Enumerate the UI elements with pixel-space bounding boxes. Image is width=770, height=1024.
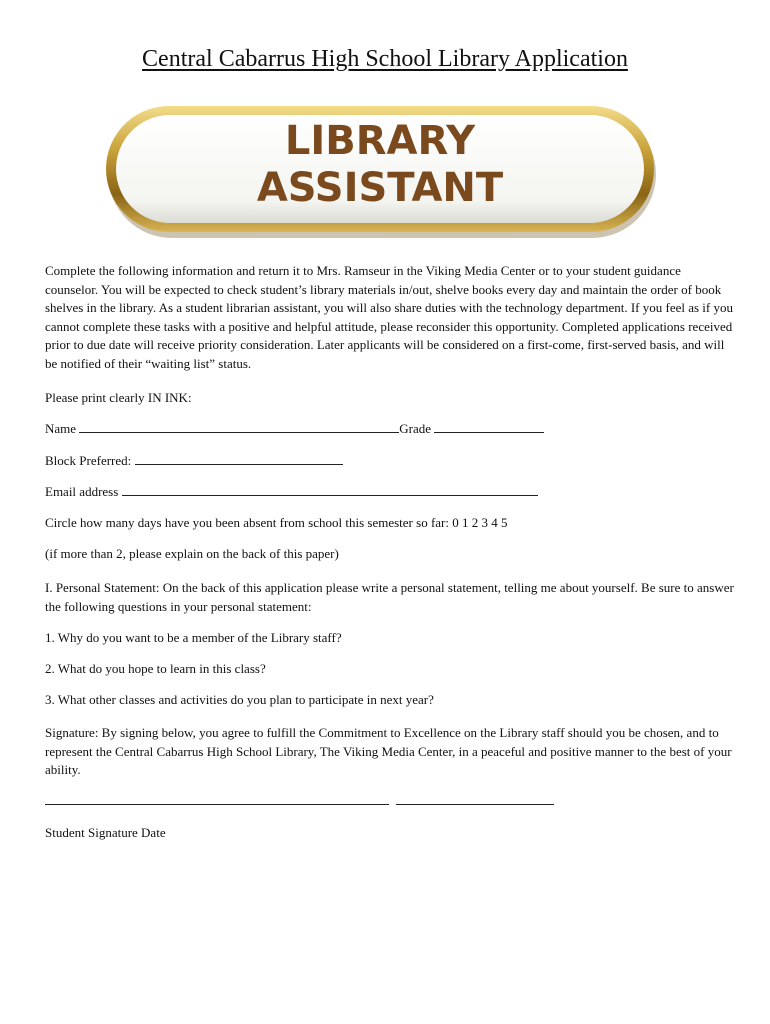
grade-label: Grade <box>399 421 432 436</box>
email-label: Email address <box>45 484 119 499</box>
badge-line1: LIBRARY <box>284 118 476 164</box>
signature-caption: Student Signature Date <box>45 825 166 840</box>
name-label: Name <box>45 421 77 436</box>
date-field[interactable] <box>396 793 554 805</box>
absence-prompt: Circle how many days have you been absent from school this semester so far: 0 1 2 3 4 5 <box>45 515 508 530</box>
student-signature-field[interactable] <box>45 793 389 805</box>
email-row <box>45 484 538 500</box>
badge-line2: ASSISTANT <box>256 165 504 211</box>
signature-agreement: Signature: By signing below, you agree to fulfill the Commitment to Excellence on the Library staff should you be chosen, and to represent the Central Cabarrus High School Library, The Viking Media Center, in a peaceful and positive manner to the best of your ability. <box>45 725 732 778</box>
question-3: 3. What other classes and activities do you plan to participate in next year? <box>45 692 434 707</box>
print-note: Please print clearly IN INK: <box>45 390 192 405</box>
document-title: Central Cabarrus High School Library Application <box>142 46 628 72</box>
intro-paragraph: Complete the following information and return it to Mrs. Ramseur in the Viking Media Center or to your student guidance counselor. You will be expected to check student’s library materials in/out, shelve books every day and maintain the order of book shelves in the library. As a student librarian assistant, you will also share duties with the technology department. If you feel as if you cannot complete these tasks with a positive and helpful attitude, please reconsider this opportunity. Completed applications received prior to due date will receive priority consideration. Later applicants will be considered on a first-come, first-served basis, and will be notified of their “waiting list” status. <box>45 263 733 371</box>
block-preferred-row <box>45 453 343 469</box>
block-label: Block Preferred: <box>45 453 132 468</box>
email-field[interactable] <box>122 484 538 496</box>
question-1: 1. Why do you want to be a member of the Library staff? <box>45 630 342 645</box>
block-preferred-field[interactable] <box>135 453 343 465</box>
name-grade-row <box>45 421 544 437</box>
absence-note: (if more than 2, please explain on the back of this paper) <box>45 546 339 561</box>
library-assistant-badge-image <box>104 104 664 246</box>
signature-lines-row <box>45 793 554 809</box>
grade-field[interactable] <box>434 421 544 433</box>
question-2: 2. What do you hope to learn in this class? <box>45 661 266 676</box>
name-field[interactable] <box>79 421 399 433</box>
personal-statement-instructions: I. Personal Statement: On the back of this application please write a personal statement, telling me about yourself. Be sure to answer the following questions in your personal statement: <box>45 580 734 614</box>
